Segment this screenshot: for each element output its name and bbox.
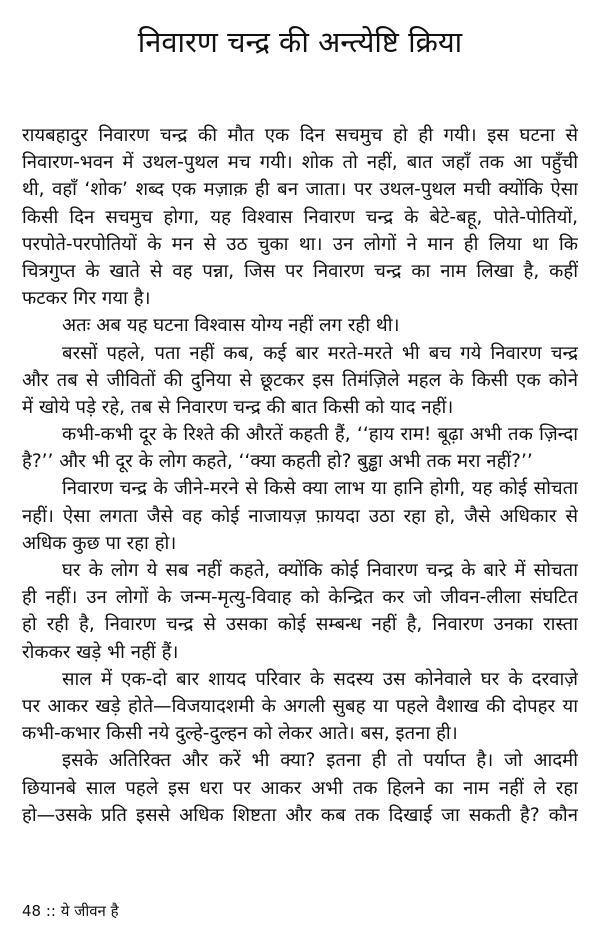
text-line: छियानबे साल पहले इस धरा पर आकर अभी तक हिलने का नाम नहीं ले रहा bbox=[22, 777, 578, 799]
text-line: अतः अब यह घटना विश्वास योग्य नहीं लग रही थी। bbox=[62, 315, 400, 337]
text-line: कभी-कभी दूर के रिश्ते की औरतें कहती हैं, ‘‘हाय राम! बूढ़ा अभी तक ज़िन्दा bbox=[62, 424, 578, 446]
text-line: हो रही है, निवारण चन्द्र से उसका कोई सम्बन्ध नहीं है, निवारण उनका रास्ता bbox=[22, 614, 578, 636]
paragraph bbox=[22, 747, 578, 829]
text-line: निवारण चन्द्र के जीने-मरने से किसे क्या लाभ या हानि होगी, यह कोई सोचता bbox=[62, 478, 578, 500]
text-line: रायबहादुर निवारण चन्द्र की मौत एक दिन सचमुच हो ही गयी। इस घटना से bbox=[22, 125, 578, 146]
text-line: कभी-कभार किसी नये दुल्हे-दुल्हन को लेकर आते। बस, इतना ही। bbox=[22, 723, 458, 745]
paragraph bbox=[22, 475, 578, 557]
text-line: में खोये पड़े रहे, तब से निवारण चन्द्र की बात किसी को याद नहीं। bbox=[22, 396, 454, 418]
text-line: रोककर खड़े भी नहीं हैं। bbox=[22, 641, 179, 663]
text-line: थी, वहाँ ‘शोक’ शब्द एक मज़ाक़ ही बन जाता। पर उथल-पुथल मची क्योंकि ऐसा bbox=[22, 179, 578, 201]
text-line: निवारण-भवन में उथल-पुथल मच गयी। शोक तो नहीं, बात जहाँ तक आ पहुँची bbox=[22, 152, 578, 174]
text-line: पर आकर खड़े होते—विजयादशमी के अगली सुबह या पहले वैशाख की दोपहर या bbox=[22, 695, 578, 717]
paragraph bbox=[22, 557, 578, 666]
chapter-body bbox=[22, 122, 578, 829]
text-line: परपोते-परपोतियों के मन से उठ चुका था। उन लोगों ने मान ही लिया था कि bbox=[22, 233, 578, 255]
paragraph bbox=[22, 421, 578, 475]
text-line: चित्रगुप्त के खाते से वह पन्ना, जिस पर निवारण चन्द्र का नाम लिखा है, कहीं bbox=[22, 260, 578, 282]
text-line: ही नहीं। उन लोगों के जन्म-मृत्यु-विवाह को केन्द्रित कर जो जीवन-लीला संघटित bbox=[22, 587, 578, 609]
text-line: घर के लोग ये सब नहीं कहते, क्योंकि कोई निवारण चन्द्र के बारे में सोचता bbox=[62, 560, 578, 581]
text-line: है?’’ और भी दूर के लोग कहते, ‘‘क्या कहती हो? बुड्ढा अभी तक मरा नहीं?’’ bbox=[22, 451, 533, 473]
chapter-title: निवारण चन्द्र की अन्त्येष्टि क्रिया bbox=[137, 25, 463, 59]
text-line: और तब से जीवितों की दुनिया से छूटकर इस तिमंज़िले महल के किसी एक कोने bbox=[22, 369, 578, 391]
paragraph bbox=[22, 340, 578, 422]
text-line: अधिक कुछ पा रहा हो। bbox=[22, 532, 177, 554]
text-line: साल में एक-दो बार शायद परिवार के सदस्य उस कोनेवाले घर के दरवाज़े bbox=[62, 668, 578, 690]
page-footer: 48 :: ये जीवन है bbox=[22, 902, 119, 920]
paragraph bbox=[22, 122, 578, 312]
text-line: फटकर गिर गया है। bbox=[22, 288, 151, 310]
paragraph bbox=[22, 312, 578, 339]
text-line: किसी दिन सचमुच होगा, यह विश्वास निवारण चन्द्र के बेटे-बहू, पोते-पोतियों, bbox=[22, 206, 578, 228]
text-line: बरसों पहले, पता नहीं कब, कई बार मरते-मरते भी बच गये निवारण चन्द्र bbox=[62, 342, 578, 364]
paragraph bbox=[22, 666, 578, 748]
text-line: इसके अतिरिक्त और करें भी क्या? इतना ही तो पर्याप्त है। जो आदमी bbox=[62, 750, 578, 772]
text-line: नहीं। ऐसा लगता जैसे वह कोई नाजायज़ फ़ायदा उठा रहा हो, जैसे अधिकार से bbox=[22, 505, 578, 527]
text-line: हो—उसके प्रति इससे अधिक शिष्टता और कब तक दिखाई जा सकती है? कौन bbox=[22, 804, 578, 826]
